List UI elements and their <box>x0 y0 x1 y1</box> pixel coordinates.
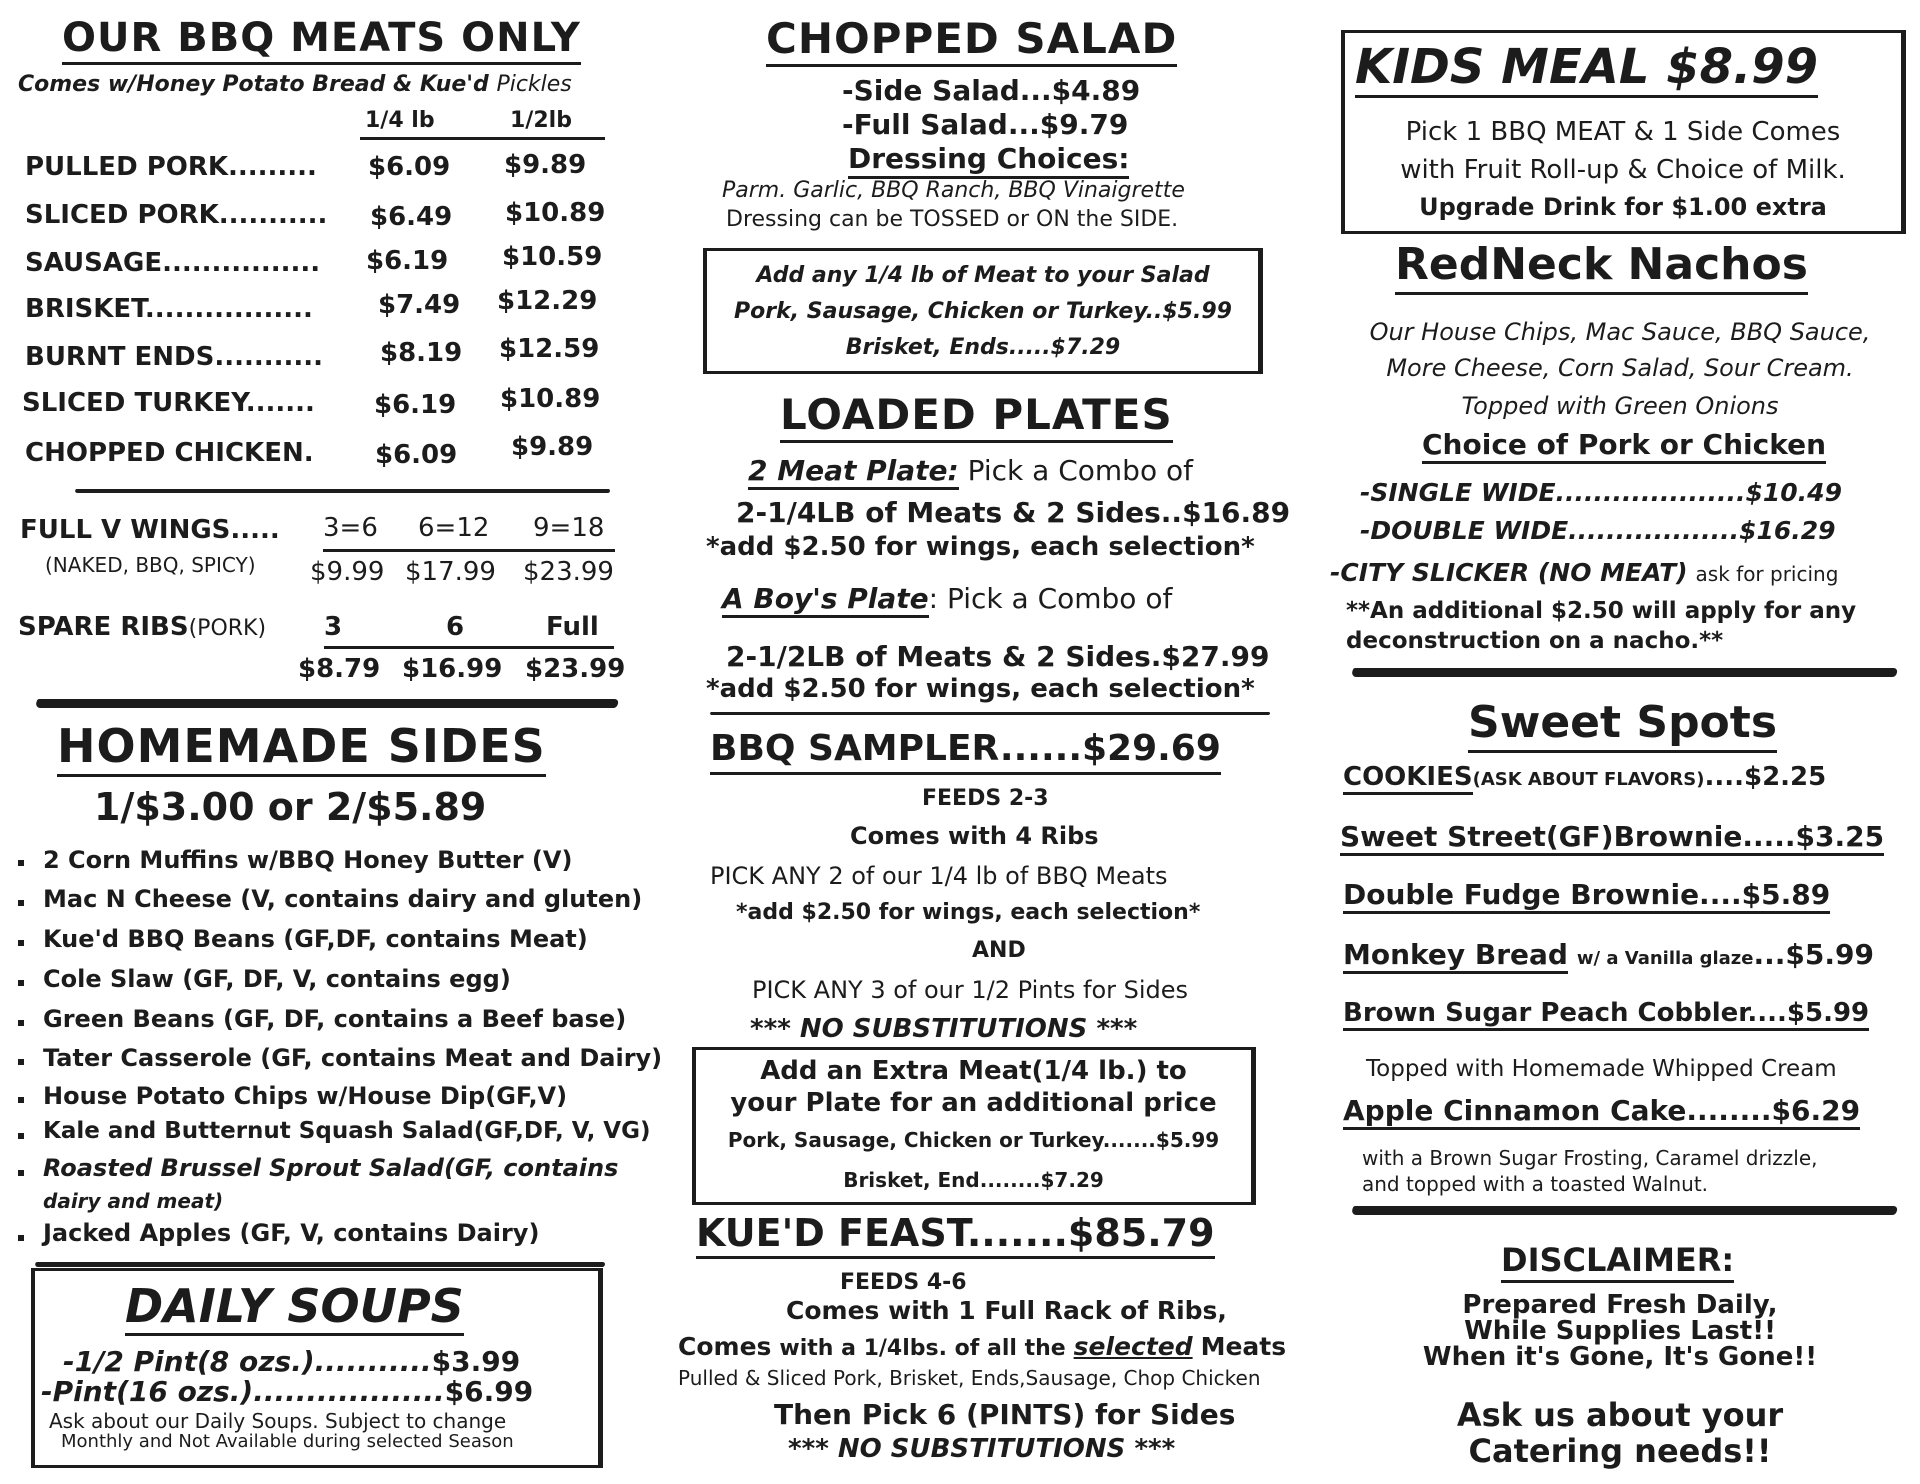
wings-count: 9=18 <box>533 513 605 543</box>
bullet <box>18 860 24 866</box>
sweet-cookies <box>1343 762 1826 792</box>
divider <box>1351 668 1899 677</box>
meat-half-price: $10.59 <box>502 242 603 272</box>
bullet <box>18 1059 24 1065</box>
bullet <box>18 1020 24 1026</box>
kids-line: with Fruit Roll-up & Choice of Milk. <box>1400 155 1846 185</box>
soup-size: -1/2 Pint(8 ozs.)........... <box>63 1345 432 1378</box>
side-item: House Potato Chips w/House Dip(GF,V) <box>43 1082 568 1110</box>
meat-name: SLICED PORK........... <box>25 200 328 230</box>
feast-sides: Then Pick 6 (PINTS) for Sides <box>774 1398 1236 1431</box>
sides-title: HOMEMADE SIDES <box>57 718 546 777</box>
bullet <box>18 980 24 986</box>
meat-half-price: $10.89 <box>500 384 601 414</box>
extra-line: Pork, Sausage, Chicken or Turkey.......$5.99 <box>727 1128 1220 1152</box>
disclaimer-line: When it's Gone, It's Gone!! <box>1422 1342 1818 1372</box>
dressing-list: Parm. Garlic, BBQ Ranch, BBQ Vinaigrette <box>722 178 1185 203</box>
cookies-name: COOKIES <box>1343 762 1473 795</box>
boy-plate-text: : Pick a Combo of <box>928 582 1173 615</box>
meat-quarter-price: $6.19 <box>374 390 457 420</box>
city-slicker: -CITY SLICKER (NO MEAT) <box>1330 558 1688 587</box>
side-item: Kale and Butternut Squash Salad(GF,DF, V, VG) <box>43 1118 651 1144</box>
monkey-name: Monkey Bread <box>1343 938 1568 974</box>
soups-title: DAILY SOUPS <box>125 1279 464 1336</box>
extra-line: your Plate for an additional price <box>730 1088 1217 1118</box>
nachos-double: -DOUBLE WIDE..................$16.29 <box>1360 516 1836 545</box>
feast-line2-d: Meats <box>1200 1332 1287 1361</box>
catering-line: Ask us about your <box>1456 1396 1784 1434</box>
sampler-pick-sides: PICK ANY 3 of our 1/2 Pints for Sides <box>752 976 1189 1004</box>
feast-feeds: FEEDS 4-6 <box>840 1270 967 1295</box>
meat-half-price: $12.59 <box>499 334 600 364</box>
column-middle <box>670 0 1300 1484</box>
nachos-desc: Topped with Green Onions <box>1461 392 1779 420</box>
two-meat-plate <box>748 454 1193 487</box>
meat-quarter-price: $8.19 <box>380 338 463 368</box>
wings-prices <box>310 557 640 591</box>
sweet-cake: Apple Cinnamon Cake........$6.29 <box>1343 1094 1860 1130</box>
meats-subtitle-bold: Comes w/Honey Potato Bread & Kue'd <box>18 72 489 97</box>
side-item: Cole Slaw (GF, DF, V, contains egg) <box>43 965 511 993</box>
kids-line: Pick 1 BBQ MEAT & 1 Side Comes <box>1405 117 1841 147</box>
wings-price: $9.99 <box>310 557 385 587</box>
feast-line: Comes with 1 Full Rack of Ribs, <box>786 1296 1227 1325</box>
meat-name: BURNT ENDS........... <box>25 342 323 372</box>
meats-title: OUR BBQ MEATS ONLY <box>62 14 581 65</box>
feast-line2-a: Comes <box>678 1332 772 1361</box>
ribs-count: Full <box>546 612 599 642</box>
nachos-desc: More Cheese, Corn Salad, Sour Cream. <box>1386 354 1854 382</box>
monkey-price: ...$5.99 <box>1753 938 1874 971</box>
nachos-desc: Our House Chips, Mac Sauce, BBQ Sauce, <box>1369 318 1871 346</box>
ribs-name: SPARE RIBS <box>18 612 189 642</box>
addon-line: Pork, Sausage, Chicken or Turkey..$5.99 <box>734 299 1232 324</box>
meats-subtitle <box>18 72 572 97</box>
meat-name: PULLED PORK......... <box>25 152 317 182</box>
meat-half-price: $12.29 <box>497 286 598 316</box>
dressing-title: Dressing Choices: <box>848 142 1129 179</box>
feast-line2-b: with a 1/4lbs. of all the <box>779 1336 1066 1361</box>
meat-quarter-price: $6.49 <box>370 202 453 232</box>
salad-addon-box <box>703 248 1263 374</box>
disclaimer-line: Prepared Fresh Daily, <box>1462 1290 1778 1320</box>
side-item-cont: dairy and meat) <box>43 1189 224 1213</box>
ribs-count: 6 <box>446 612 465 642</box>
boy-plate <box>722 582 1172 615</box>
meats-header-row <box>360 108 605 140</box>
wings-price: $17.99 <box>405 557 496 587</box>
bullet <box>18 1097 24 1103</box>
divider <box>710 712 1271 715</box>
two-meat-line: 2-1/4LB of Meats & 2 Sides..$16.89 <box>736 496 1291 529</box>
feast-title: KUE'D FEAST.......$85.79 <box>696 1210 1215 1259</box>
wings-count: 6=12 <box>418 513 490 543</box>
meat-half-price: $10.89 <box>505 198 606 228</box>
sweet-brownie: Sweet Street(GF)Brownie.....$3.25 <box>1340 820 1884 856</box>
cake-note: and topped with a toasted Walnut. <box>1362 1172 1709 1196</box>
cake-note: with a Brown Sugar Frosting, Caramel drizzle, <box>1362 1146 1818 1170</box>
ribs-note: (PORK) <box>188 616 267 641</box>
sweet-cobbler: Brown Sugar Peach Cobbler....$5.99 <box>1343 998 1869 1031</box>
two-meat-text: Pick a Combo of <box>958 454 1193 487</box>
bullet <box>18 940 24 946</box>
feast-meats: Pulled & Sliced Pork, Brisket, Ends,Sausage, Chop Chicken <box>678 1366 1261 1390</box>
sampler-nosub: *** NO SUBSTITUTIONS *** <box>750 1014 1138 1044</box>
sampler-title: BBQ SAMPLER......$29.69 <box>710 726 1221 775</box>
ribs-price: $23.99 <box>525 654 626 684</box>
dressing-note: Dressing can be TOSSED or ON the SIDE. <box>726 207 1179 232</box>
sampler-wings: *add $2.50 for wings, each selection* <box>736 900 1201 925</box>
ribs-count: 3 <box>324 612 343 642</box>
meat-name: CHOPPED CHICKEN. <box>25 438 314 468</box>
ribs-price: $8.79 <box>298 654 381 684</box>
sweet-monkey <box>1343 938 1874 971</box>
meat-name: BRISKET................. <box>25 294 313 324</box>
soup-size: -Pint(16 ozs.).................. <box>41 1375 445 1408</box>
ribs-price: $16.99 <box>402 654 503 684</box>
disclaimer-line: While Supplies Last!! <box>1464 1316 1776 1346</box>
city-note: ask for pricing <box>1695 562 1839 586</box>
soup-line <box>41 1377 533 1407</box>
extra-meat-box <box>692 1047 1256 1205</box>
sampler-ribs: Comes with 4 Ribs <box>850 822 1099 850</box>
feast-line2 <box>678 1332 1286 1361</box>
wings-note: (NAKED, BBQ, SPICY) <box>45 553 256 577</box>
ribs-prices <box>298 654 638 688</box>
wings-addon-note: *add $2.50 for wings, each selection* <box>706 532 1255 562</box>
sampler-feeds: FEEDS 2-3 <box>922 786 1049 811</box>
side-item: Tater Casserole (GF, contains Meat and Dairy) <box>43 1044 663 1072</box>
ribs-label <box>18 612 266 642</box>
meat-quarter-price: $6.19 <box>366 246 449 276</box>
sweet-fudge: Double Fudge Brownie....$5.89 <box>1343 878 1830 914</box>
soups-note: Ask about our Daily Soups. Subject to change <box>49 1409 507 1433</box>
kids-title: KIDS MEAL $8.99 <box>1355 39 1818 98</box>
side-item: 2 Corn Muffins w/BBQ Honey Butter (V) <box>43 846 573 874</box>
divider <box>1351 1206 1899 1215</box>
divider <box>74 489 610 493</box>
addon-line: Add any 1/4 lb of Meat to your Salad <box>756 263 1210 288</box>
col-quarter-header: 1/4 lb <box>365 108 435 133</box>
column-left <box>0 0 663 1484</box>
wings-price: $23.99 <box>523 557 614 587</box>
meat-quarter-price: $6.09 <box>368 152 451 182</box>
wings-count: 3=6 <box>323 513 378 543</box>
column-right <box>1320 0 1920 1484</box>
meat-half-price: $9.89 <box>511 432 594 462</box>
cobbler-note: Topped with Homemade Whipped Cream <box>1366 1056 1837 1082</box>
plates-title: LOADED PLATES <box>780 390 1173 443</box>
soups-box <box>31 1268 603 1468</box>
feast-nosub: *** NO SUBSTITUTIONS *** <box>788 1434 1176 1464</box>
soup-line <box>63 1347 520 1377</box>
meats-subtitle-rest: Pickles <box>496 72 572 97</box>
nachos-single: -SINGLE WIDE....................$10.49 <box>1360 478 1842 507</box>
boy-plate-line: 2-1/2LB of Meats & 2 Sides.$27.99 <box>726 640 1270 673</box>
sides-price-line: 1/$3.00 or 2/$5.89 <box>94 785 487 829</box>
bullet <box>18 1170 24 1176</box>
side-item: Roasted Brussel Sprout Salad(GF, contains <box>43 1154 619 1182</box>
side-item: Kue'd BBQ Beans (GF,DF, contains Meat) <box>43 925 588 953</box>
divider <box>35 699 620 708</box>
salad-full: -Full Salad...$9.79 <box>842 108 1129 141</box>
bullet <box>18 1133 24 1139</box>
wings-addon-note: *add $2.50 for wings, each selection* <box>706 674 1255 704</box>
col-half-header: 1/2lb <box>510 108 572 133</box>
salad-title: CHOPPED SALAD <box>766 14 1177 67</box>
ribs-counts <box>324 612 614 649</box>
kids-box <box>1341 30 1906 234</box>
monkey-note: w/ a Vanilla glaze <box>1576 948 1754 969</box>
disclaimer-title: DISCLAIMER: <box>1501 1240 1734 1283</box>
meat-quarter-price: $7.49 <box>378 290 461 320</box>
soups-note: Monthly and Not Available during selected Season <box>61 1431 514 1452</box>
sweets-title: Sweet Spots <box>1468 696 1777 753</box>
meat-quarter-price: $6.09 <box>375 440 458 470</box>
side-item: Jacked Apples (GF, V, contains Dairy) <box>43 1219 540 1247</box>
salad-side: -Side Salad...$4.89 <box>842 74 1141 107</box>
addon-line: Brisket, Ends.....$7.29 <box>845 335 1121 360</box>
kids-line: Upgrade Drink for $1.00 extra <box>1419 193 1827 221</box>
bullet <box>18 900 24 906</box>
cookies-price: ....$2.25 <box>1704 762 1827 792</box>
soup-price: $6.99 <box>444 1375 534 1408</box>
cookies-note: (ASK ABOUT FLAVORS) <box>1472 769 1705 790</box>
bullet <box>18 1235 24 1241</box>
side-item: Mac N Cheese (V, contains dairy and gluten) <box>43 885 643 913</box>
side-item: Green Beans (GF, DF, contains a Beef base) <box>43 1005 627 1033</box>
meat-half-price: $9.89 <box>504 150 587 180</box>
meat-name: SLICED TURKEY....... <box>22 388 315 418</box>
extra-line: Brisket, End........$7.29 <box>843 1168 1104 1192</box>
nachos-title: RedNeck Nachos <box>1395 238 1808 295</box>
feast-line2-c: selected <box>1073 1332 1193 1361</box>
sampler-and: AND <box>972 938 1026 963</box>
two-meat-name: 2 Meat Plate: <box>748 454 959 490</box>
wings-label: FULL V WINGS..... <box>20 515 280 545</box>
sampler-pick: PICK ANY 2 of our 1/4 lb of BBQ Meats <box>710 862 1168 890</box>
nachos-note: deconstruction on a nacho.** <box>1346 628 1724 654</box>
nachos-choice: Choice of Pork or Chicken <box>1422 428 1826 464</box>
extra-line: Add an Extra Meat(1/4 lb.) to <box>760 1056 1187 1086</box>
divider <box>34 1262 606 1267</box>
nachos-note: **An additional $2.50 will apply for any <box>1346 598 1857 624</box>
boy-plate-name: A Boy's Plate <box>722 582 929 618</box>
soup-price: $3.99 <box>431 1345 521 1378</box>
wings-counts <box>323 513 615 552</box>
catering-line: Catering needs!! <box>1468 1432 1772 1470</box>
meat-name: SAUSAGE................ <box>25 248 321 278</box>
nachos-city <box>1330 558 1838 587</box>
